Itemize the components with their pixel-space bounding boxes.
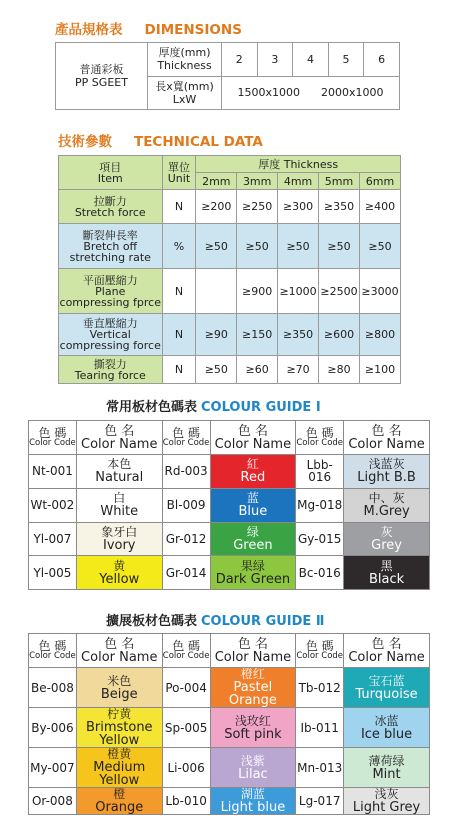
size-label-en: LxW: [172, 92, 197, 106]
colour-guide-1-table: [28, 420, 430, 590]
color-swatch: [210, 556, 296, 590]
column-header: 2mm: [196, 173, 237, 190]
unit-cell: N: [162, 269, 196, 314]
item-cell: [59, 190, 163, 224]
size-label-cell: [148, 76, 222, 110]
color-code: Gy-015: [296, 522, 344, 556]
color-swatch: [210, 748, 296, 788]
color-name-cn: 中、灰: [368, 491, 405, 506]
column-header: 5mm: [319, 173, 360, 190]
color-swatch: [76, 556, 162, 590]
unit-cell: N: [162, 356, 196, 384]
color-name-header-cn: 色 名: [237, 636, 268, 652]
color-swatch: [76, 788, 162, 815]
thickness-value: 6: [364, 43, 400, 77]
color-code: Tb-012: [296, 668, 344, 708]
value-cell: ≥70: [278, 356, 319, 384]
color-name-cn: 浅玫红: [234, 713, 271, 728]
value-cell: ≥1000: [278, 269, 319, 314]
color-name-en: M.Grey: [363, 504, 410, 520]
table-row: [59, 356, 401, 384]
color-name-cn: 浅紫: [240, 753, 265, 768]
color-code-header-cn: 色 碼: [305, 426, 334, 440]
colour-guide-2-title-en: COLOUR GUIDE Ⅱ: [201, 614, 325, 629]
item-header: [59, 156, 163, 190]
color-code: Gr-014: [162, 556, 210, 590]
value-cell: ≥3000: [360, 269, 401, 314]
color-code-header-cn: 色 碼: [172, 426, 200, 440]
color-code-header-en: Color Code: [29, 438, 76, 448]
item-cell: [59, 224, 163, 269]
value-cell: ≥2500: [319, 269, 360, 314]
color-code-header: [29, 421, 77, 455]
color-name-en: Ice blue: [360, 726, 413, 742]
color-name-en: Turquoise: [355, 686, 418, 702]
product-name-cn: 普通彩板: [79, 63, 124, 76]
table-row: [29, 488, 430, 522]
color-code-header-cn: 色 碼: [38, 426, 67, 440]
color-name-cn: 象牙白: [101, 524, 138, 539]
size-values-cell: [222, 76, 400, 110]
color-code-header-cn: 色 碼: [38, 639, 67, 653]
color-name-cn: 灰: [380, 524, 393, 539]
color-name-en: White: [100, 504, 139, 520]
color-name-en: Blue: [238, 504, 268, 520]
color-code: Lb-010: [162, 788, 210, 815]
color-swatch: [76, 668, 162, 708]
color-name-cn: 湖蓝: [240, 787, 265, 801]
column-header: 4mm: [278, 173, 319, 190]
color-name-en: Mint: [372, 766, 401, 782]
color-swatch: [344, 556, 430, 590]
value-cell: ≥350: [319, 190, 360, 224]
item-cn: 撕裂力: [93, 357, 127, 371]
colour-guide-2-title: [106, 610, 324, 629]
table-row: [29, 455, 430, 489]
value-cell: ≥800: [360, 314, 401, 356]
color-swatch: [344, 748, 430, 788]
color-code-header: [296, 634, 344, 668]
color-code: Mg-018: [296, 488, 344, 522]
value-cell: ≥600: [319, 314, 360, 356]
color-name-en: Beige: [100, 686, 138, 702]
color-name-en: Pastel Orange: [228, 680, 277, 708]
color-code: Li-006: [162, 748, 210, 788]
technical-title-cn: 技術參數: [58, 134, 112, 150]
color-code-header: [162, 634, 210, 668]
color-name-en: Grey: [371, 537, 402, 553]
dimensions-table: [55, 42, 400, 110]
dimensions-title: [55, 18, 242, 38]
color-name-cn: 橙红: [240, 667, 265, 681]
table-row: [29, 668, 430, 708]
color-name-cn: 本色: [107, 457, 132, 472]
product-name-en: PP SGEET: [75, 76, 128, 89]
value-cell: ≥150: [237, 314, 278, 356]
color-code: By-006: [29, 708, 77, 748]
table-row: [29, 556, 430, 590]
value-cell: ≥60: [237, 356, 278, 384]
color-name-header-en: Color Name: [348, 436, 425, 452]
color-name-cn: 米色: [107, 673, 132, 688]
table-row: [59, 190, 401, 224]
color-code: Yl-005: [29, 556, 77, 590]
value-cell: ≥50: [196, 224, 237, 269]
value-cell: ≥50: [319, 224, 360, 269]
color-code: Po-004: [162, 668, 210, 708]
color-name-en: Natural: [95, 470, 144, 486]
color-name-en: Orange: [95, 800, 144, 815]
color-code-header: [29, 634, 77, 668]
color-name-en: Light Grey: [352, 800, 421, 815]
size-label-cn: 長x寬(mm): [155, 79, 214, 93]
value-cell: ≥80: [319, 356, 360, 384]
color-name-header: [344, 634, 430, 668]
color-code: Or-008: [29, 788, 77, 815]
color-name-header-cn: 色 名: [237, 423, 268, 439]
value-cell: ≥400: [360, 190, 401, 224]
unit-header-en: Unit: [167, 171, 191, 185]
color-code-header: [296, 421, 344, 455]
value-cell: ≥200: [196, 190, 237, 224]
color-name-cn: 冰蓝: [374, 713, 399, 728]
color-swatch: [210, 708, 296, 748]
size-value: 2000x1000: [321, 86, 384, 100]
color-swatch: [76, 708, 162, 748]
color-name-en: Brimstone Yellow: [85, 720, 153, 748]
color-code: Sp-005: [162, 708, 210, 748]
thickness-label-en: Thickness: [157, 59, 212, 73]
color-name-cn: 浅灰: [374, 787, 399, 801]
colour-guide-1-title-cn: 常用板材色碼表: [106, 400, 198, 415]
color-code: Nt-001: [29, 455, 77, 489]
color-name-header-en: Color Name: [81, 436, 158, 452]
color-name-header: [76, 634, 162, 668]
color-code-header-cn: 色 碼: [305, 639, 334, 653]
color-code-header: [162, 421, 210, 455]
dimensions-title-en: DIMENSIONS: [144, 22, 242, 38]
color-name-header-en: Color Name: [348, 649, 425, 665]
thickness-value: 3: [257, 43, 293, 77]
color-code: Be-008: [29, 668, 77, 708]
color-swatch: [344, 668, 430, 708]
value-cell: ≥50: [196, 356, 237, 384]
color-code-header-en: Color Code: [296, 651, 344, 661]
thickness-label-cell: [148, 43, 222, 77]
color-code: Lg-017: [296, 788, 344, 815]
item-header-en: Item: [97, 171, 123, 185]
technical-title: [58, 130, 263, 150]
color-code: Mn-013: [296, 748, 344, 788]
color-name-cn: 薄荷绿: [368, 753, 405, 768]
color-swatch: [344, 522, 430, 556]
color-swatch: [344, 455, 430, 489]
item-en: Stretch force: [74, 205, 146, 219]
value-cell: ≥300: [278, 190, 319, 224]
color-code: Gr-012: [162, 522, 210, 556]
column-header: 3mm: [237, 173, 278, 190]
item-cell: [59, 269, 163, 314]
color-name-header-cn: 色 名: [104, 423, 135, 439]
value-cell: ≥90: [196, 314, 237, 356]
colour-guide-1-title-en: COLOUR GUIDE Ⅰ: [201, 400, 321, 415]
color-name-cn: 柠黄: [107, 707, 132, 721]
item-cn: 垂直壓縮力: [82, 317, 138, 330]
color-name-header-cn: 色 名: [371, 423, 402, 439]
value-cell: ≥350: [278, 314, 319, 356]
color-swatch: [210, 455, 296, 489]
value-cell: ≥100: [360, 356, 401, 384]
table-row: [29, 788, 430, 815]
item-cn: 平面壓縮力: [82, 273, 138, 287]
item-cell: [59, 356, 163, 384]
color-swatch: [76, 748, 162, 788]
color-name-cn: 橙: [113, 787, 126, 801]
value-cell: ≥50: [360, 224, 401, 269]
color-code: Rd-003: [162, 455, 210, 489]
colour-guide-2-table: [28, 633, 430, 815]
color-name-cn: 宝石蓝: [368, 673, 405, 688]
value-cell: ≥250: [237, 190, 278, 224]
item-cell: [59, 314, 163, 356]
color-swatch: [76, 488, 162, 522]
color-code-header-en: Color Code: [29, 651, 76, 661]
unit-cell: %: [162, 224, 196, 269]
dimensions-title-cn: 產品規格表: [55, 22, 123, 38]
technical-title-en: TECHNICAL DATA: [134, 134, 263, 150]
unit-cell: N: [162, 314, 196, 356]
table-row: [59, 269, 401, 314]
color-code: My-007: [29, 748, 77, 788]
color-name-header: [210, 421, 296, 455]
item-cn: 拉斷力: [93, 194, 127, 208]
item-en: Plane compressing fprce: [59, 284, 161, 309]
color-name-en: Light B.B: [357, 470, 416, 486]
item-en: Vertical compressing force: [59, 328, 161, 352]
column-header: 6mm: [360, 173, 401, 190]
color-code: Ib-011: [296, 708, 344, 748]
thickness-value: 4: [293, 43, 329, 77]
color-swatch: [76, 522, 162, 556]
color-code: Lbb-016: [296, 455, 344, 489]
color-name-cn: 蓝: [246, 491, 259, 506]
thickness-label-cn: 厚度(mm): [158, 46, 211, 60]
color-code-header-en: Color Code: [162, 438, 210, 448]
color-code: Yl-007: [29, 522, 77, 556]
color-name-header-cn: 色 名: [371, 636, 402, 652]
color-code: Bc-016: [296, 556, 344, 590]
color-name-en: Dark Green: [215, 571, 291, 587]
table-row: [29, 748, 430, 788]
color-name-en: Green: [233, 537, 273, 553]
technical-table: [58, 155, 401, 384]
color-name-en: Red: [240, 470, 266, 486]
color-name-cn: 橙黄: [107, 747, 132, 761]
unit-cell: N: [162, 190, 196, 224]
color-name-cn: 黑: [380, 558, 393, 573]
thickness-value: 2: [222, 43, 258, 77]
color-code: Bl-009: [162, 488, 210, 522]
color-name-en: Ivory: [102, 537, 136, 553]
color-name-header-en: Color Name: [214, 649, 292, 665]
color-swatch: [210, 668, 296, 708]
color-swatch: [344, 488, 430, 522]
table-row: [29, 522, 430, 556]
colour-guide-1-title: [106, 396, 321, 415]
table-row: [59, 224, 401, 269]
table-row: [29, 708, 430, 748]
color-name-cn: 绿: [246, 524, 259, 539]
color-name-cn: 黄: [113, 558, 126, 573]
color-name-en: Lilac: [238, 766, 268, 782]
colour-guide-2-title-cn: 擴展板材色碼表: [106, 614, 198, 629]
thickness-header: 厚度 Thickness: [196, 156, 401, 173]
value-cell: ≥50: [278, 224, 319, 269]
color-name-header-en: Color Name: [81, 649, 158, 665]
color-name-en: Yellow: [99, 571, 140, 587]
color-name-en: Black: [368, 571, 405, 587]
color-name-header: [76, 421, 162, 455]
color-code-header-en: Color Code: [162, 651, 210, 661]
value-cell: [196, 269, 237, 314]
value-cell: ≥50: [237, 224, 278, 269]
color-name-en: Medium Yellow: [93, 760, 146, 788]
color-name-en: Light blue: [220, 800, 286, 815]
color-swatch: [344, 788, 430, 815]
color-name-header-en: Color Name: [214, 436, 292, 452]
color-swatch: [210, 488, 296, 522]
value-cell: ≥900: [237, 269, 278, 314]
color-code: Wt-002: [29, 488, 77, 522]
color-swatch: [210, 788, 296, 815]
color-swatch: [76, 455, 162, 489]
color-name-header: [210, 634, 296, 668]
size-value: 1500x1000: [237, 86, 300, 100]
color-name-cn: 紅: [246, 457, 259, 472]
thickness-value: 5: [328, 43, 364, 77]
table-row: [59, 314, 401, 356]
item-en: Bretch off stretching rate: [69, 239, 151, 264]
color-code-header-cn: 色 碼: [172, 639, 201, 653]
item-en: Tearing force: [74, 368, 146, 382]
color-name-cn: 白: [113, 491, 126, 506]
unit-header: [162, 156, 196, 190]
item-cn: 斷裂伸長率: [82, 228, 138, 242]
color-name-en: Soft pink: [224, 726, 282, 742]
color-code-header-en: Color Code: [296, 438, 344, 448]
unit-header-cn: 單位: [167, 160, 190, 174]
color-name-cn: 浅蓝灰: [368, 457, 405, 472]
color-name-header-cn: 色 名: [104, 636, 135, 652]
item-header-cn: 項目: [99, 160, 122, 174]
color-swatch: [344, 708, 430, 748]
color-swatch: [210, 522, 296, 556]
color-name-cn: 果绿: [240, 558, 265, 573]
product-name-cell: [56, 43, 148, 110]
color-name-header: [344, 421, 430, 455]
